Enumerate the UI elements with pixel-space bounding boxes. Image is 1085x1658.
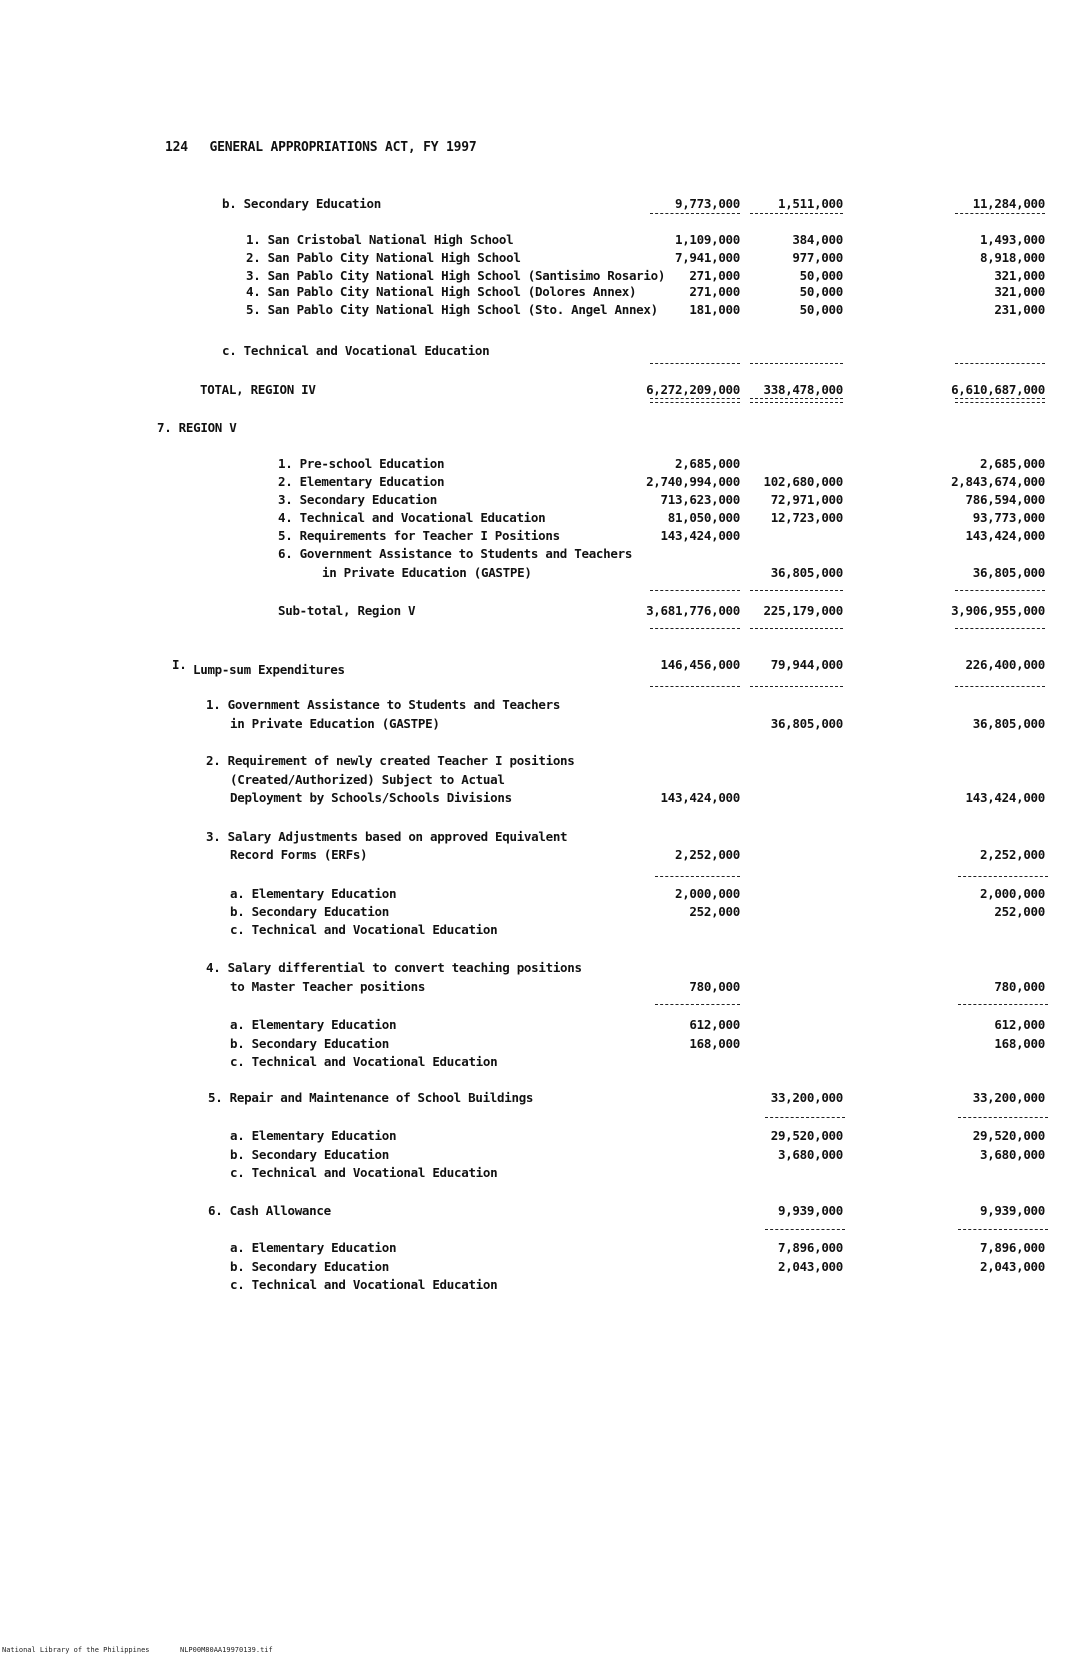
amount-c3: 252,000	[994, 904, 1045, 919]
double-underline	[650, 398, 740, 403]
table-row	[0, 847, 1085, 865]
row-label: 4. Technical and Vocational Education	[278, 510, 546, 525]
row-label: 3. Secondary Education	[278, 492, 437, 507]
row-label: 5. San Pablo City National High School (Sto. Angel Annex)	[246, 302, 658, 317]
table-row	[0, 960, 1085, 978]
row-label: a. Elementary Education	[230, 1017, 397, 1032]
table-row	[0, 232, 1085, 250]
row-label: c. Technical and Vocational Education	[230, 1277, 498, 1292]
row-label: 4. San Pablo City National High School (Dolores Annex)	[246, 284, 637, 299]
underline	[655, 1004, 740, 1005]
row-label: 5. Requirements for Teacher I Positions	[278, 528, 560, 543]
amount-c3: 780,000	[994, 979, 1045, 994]
row-label: 1. Pre-school Education	[278, 456, 445, 471]
row-label: in Private Education (GASTPE)	[230, 716, 440, 731]
row-label: Deployment by Schools/Schools Divisions	[230, 790, 512, 805]
amount-c2: 12,723,000	[770, 510, 843, 525]
amount-c3: 1,493,000	[979, 232, 1045, 247]
underline	[958, 1229, 1048, 1230]
table-row	[0, 1147, 1085, 1165]
amount-c2: 3,680,000	[777, 1147, 843, 1162]
row-label: I.	[172, 657, 187, 672]
amount-c1: 7,941,000	[674, 250, 740, 265]
amount-c3: 2,843,674,000	[951, 474, 1045, 489]
amount-c2: 36,805,000	[770, 716, 843, 731]
row-label: 3. San Pablo City National High School (Santisimo Rosario)	[246, 268, 666, 283]
amount-c3: 321,000	[994, 284, 1045, 299]
table-row	[0, 829, 1085, 847]
underline	[955, 363, 1045, 364]
amount-c3: 11,284,000	[972, 196, 1045, 211]
table-row	[0, 697, 1085, 715]
table-row	[0, 382, 1085, 400]
table-row	[0, 922, 1085, 940]
underline	[955, 628, 1045, 629]
underline	[650, 363, 740, 364]
amount-c1: 612,000	[689, 1017, 740, 1032]
underline	[750, 363, 843, 364]
amount-c2: 7,896,000	[777, 1240, 843, 1255]
row-label: 5. Repair and Maintenance of School Buildings	[208, 1090, 534, 1105]
amount-c2: 72,971,000	[770, 492, 843, 507]
row-label: 1. San Cristobal National High School	[246, 232, 514, 247]
amount-c1: 143,424,000	[660, 528, 740, 543]
amount-c2: 29,520,000	[770, 1128, 843, 1143]
amount-c1: 2,000,000	[674, 886, 740, 901]
amount-c2: 50,000	[799, 302, 843, 317]
row-label: Sub-total, Region V	[278, 603, 416, 618]
table-row	[0, 1203, 1085, 1221]
row-label: 7. REGION V	[157, 420, 237, 435]
row-label: b. Secondary Education	[230, 1147, 389, 1162]
table-row	[0, 420, 1085, 438]
underline	[955, 686, 1045, 687]
amount-c1: 2,740,994,000	[646, 474, 740, 489]
row-label: Record Forms (ERFs)	[230, 847, 368, 862]
row-label: 3. Salary Adjustments based on approved Equivalent	[206, 829, 568, 844]
amount-c1: 146,456,000	[660, 657, 740, 672]
amount-c3: 2,043,000	[979, 1259, 1045, 1274]
footer-file: NLP00M80AA19970139.tif	[180, 1646, 273, 1654]
amount-c3: 2,685,000	[979, 456, 1045, 471]
row-label: Lump-sum Expenditures	[193, 662, 345, 677]
amount-c2: 33,200,000	[770, 1090, 843, 1105]
underline	[655, 876, 740, 877]
amount-c1: 9,773,000	[674, 196, 740, 211]
underline	[958, 1117, 1048, 1118]
row-label: 2. Requirement of newly created Teacher I positions	[206, 753, 575, 768]
amount-c3: 29,520,000	[972, 1128, 1045, 1143]
amount-c1: 81,050,000	[667, 510, 740, 525]
row-label: b. Secondary Education	[230, 904, 389, 919]
table-row	[0, 343, 1085, 361]
underline	[765, 1229, 845, 1230]
amount-c3: 8,918,000	[979, 250, 1045, 265]
amount-c1: 271,000	[689, 284, 740, 299]
table-row	[0, 492, 1085, 510]
table-row	[0, 753, 1085, 771]
underline	[750, 628, 843, 629]
table-row	[0, 284, 1085, 302]
row-label: to Master Teacher positions	[230, 979, 426, 994]
amount-c2: 102,680,000	[763, 474, 843, 489]
row-label: 6. Government Assistance to Students and Teachers	[278, 546, 633, 561]
amount-c1: 271,000	[689, 268, 740, 283]
amount-c3: 168,000	[994, 1036, 1045, 1051]
footer-library: National Library of the Philippines	[2, 1646, 150, 1654]
table-row	[0, 1277, 1085, 1295]
double-underline	[750, 398, 843, 403]
underline	[650, 590, 740, 591]
row-label: a. Elementary Education	[230, 1128, 397, 1143]
row-label: c. Technical and Vocational Education	[222, 343, 490, 358]
amount-c3: 321,000	[994, 268, 1045, 283]
table-row	[0, 565, 1085, 583]
amount-c2: 384,000	[792, 232, 843, 247]
amount-c3: 36,805,000	[972, 565, 1045, 580]
underline	[650, 686, 740, 687]
row-label: b. Secondary Education	[222, 196, 381, 211]
amount-c3: 226,400,000	[965, 657, 1045, 672]
amount-c3: 3,680,000	[979, 1147, 1045, 1162]
table-row	[0, 474, 1085, 492]
row-label: (Created/Authorized) Subject to Actual	[230, 772, 505, 787]
underline	[650, 213, 740, 214]
table-row	[0, 904, 1085, 922]
row-label: b. Secondary Education	[230, 1259, 389, 1274]
row-label: c. Technical and Vocational Education	[230, 1054, 498, 1069]
table-row	[0, 772, 1085, 790]
table-row	[0, 250, 1085, 268]
underline	[750, 590, 843, 591]
table-row	[0, 1054, 1085, 1072]
table-row	[0, 716, 1085, 734]
amount-c1: 713,623,000	[660, 492, 740, 507]
amount-c3: 7,896,000	[979, 1240, 1045, 1255]
amount-c3: 143,424,000	[965, 528, 1045, 543]
amount-c2: 50,000	[799, 268, 843, 283]
row-label: 4. Salary differential to convert teaching positions	[206, 960, 582, 975]
amount-c2: 338,478,000	[763, 382, 843, 397]
table-row	[0, 1128, 1085, 1146]
amount-c2: 2,043,000	[777, 1259, 843, 1274]
table-row	[0, 979, 1085, 997]
amount-c3: 786,594,000	[965, 492, 1045, 507]
amount-c2: 79,944,000	[770, 657, 843, 672]
amount-c1: 168,000	[689, 1036, 740, 1051]
amount-c1: 181,000	[689, 302, 740, 317]
amount-c1: 3,681,776,000	[646, 603, 740, 618]
row-label: c. Technical and Vocational Education	[230, 1165, 498, 1180]
amount-c3: 6,610,687,000	[951, 382, 1045, 397]
amount-c3: 612,000	[994, 1017, 1045, 1032]
amount-c2: 225,179,000	[763, 603, 843, 618]
amount-c1: 1,109,000	[674, 232, 740, 247]
amount-c3: 2,000,000	[979, 886, 1045, 901]
amount-c1: 2,252,000	[674, 847, 740, 862]
table-row	[0, 510, 1085, 528]
underline	[958, 876, 1048, 877]
row-label: c. Technical and Vocational Education	[230, 922, 498, 937]
table-row	[0, 196, 1085, 214]
page-header	[165, 140, 490, 155]
row-label: a. Elementary Education	[230, 1240, 397, 1255]
page-number: 124	[165, 140, 188, 155]
underline	[650, 628, 740, 629]
amount-c2: 977,000	[792, 250, 843, 265]
underline	[750, 213, 843, 214]
table-row	[0, 662, 1085, 680]
underline	[765, 1117, 845, 1118]
amount-c1: 6,272,209,000	[646, 382, 740, 397]
row-label: 2. San Pablo City National High School	[246, 250, 521, 265]
amount-c2: 36,805,000	[770, 565, 843, 580]
amount-c3: 93,773,000	[972, 510, 1045, 525]
amount-c2: 9,939,000	[777, 1203, 843, 1218]
row-label: 6. Cash Allowance	[208, 1203, 331, 1218]
table-row	[0, 546, 1085, 564]
page-title: GENERAL APPROPRIATIONS ACT, FY 1997	[209, 140, 477, 155]
table-row	[0, 1240, 1085, 1258]
row-label: 2. Elementary Education	[278, 474, 445, 489]
underline	[955, 213, 1045, 214]
row-label: in Private Education (GASTPE)	[322, 565, 532, 580]
amount-c2: 1,511,000	[777, 196, 843, 211]
table-row	[0, 1165, 1085, 1183]
underline	[955, 590, 1045, 591]
table-row	[0, 1259, 1085, 1277]
amount-c1: 252,000	[689, 904, 740, 919]
table-row	[0, 456, 1085, 474]
table-row	[0, 528, 1085, 546]
table-row	[0, 1090, 1085, 1108]
amount-c1: 143,424,000	[660, 790, 740, 805]
table-row	[0, 790, 1085, 808]
amount-c1: 2,685,000	[674, 456, 740, 471]
amount-c3: 9,939,000	[979, 1203, 1045, 1218]
double-underline	[955, 398, 1045, 403]
table-row	[0, 302, 1085, 320]
amount-c3: 2,252,000	[979, 847, 1045, 862]
amount-c3: 36,805,000	[972, 716, 1045, 731]
amount-c3: 231,000	[994, 302, 1045, 317]
underline	[958, 1004, 1048, 1005]
table-row	[0, 1017, 1085, 1035]
row-label: TOTAL, REGION IV	[200, 382, 316, 397]
row-label: b. Secondary Education	[230, 1036, 389, 1051]
table-row	[0, 603, 1085, 621]
amount-c3: 33,200,000	[972, 1090, 1045, 1105]
amount-c2: 50,000	[799, 284, 843, 299]
amount-c1: 780,000	[689, 979, 740, 994]
table-row	[0, 1036, 1085, 1054]
amount-c3: 3,906,955,000	[951, 603, 1045, 618]
table-row	[0, 886, 1085, 904]
row-label: a. Elementary Education	[230, 886, 397, 901]
underline	[750, 686, 843, 687]
row-label: 1. Government Assistance to Students and Teachers	[206, 697, 561, 712]
amount-c3: 143,424,000	[965, 790, 1045, 805]
